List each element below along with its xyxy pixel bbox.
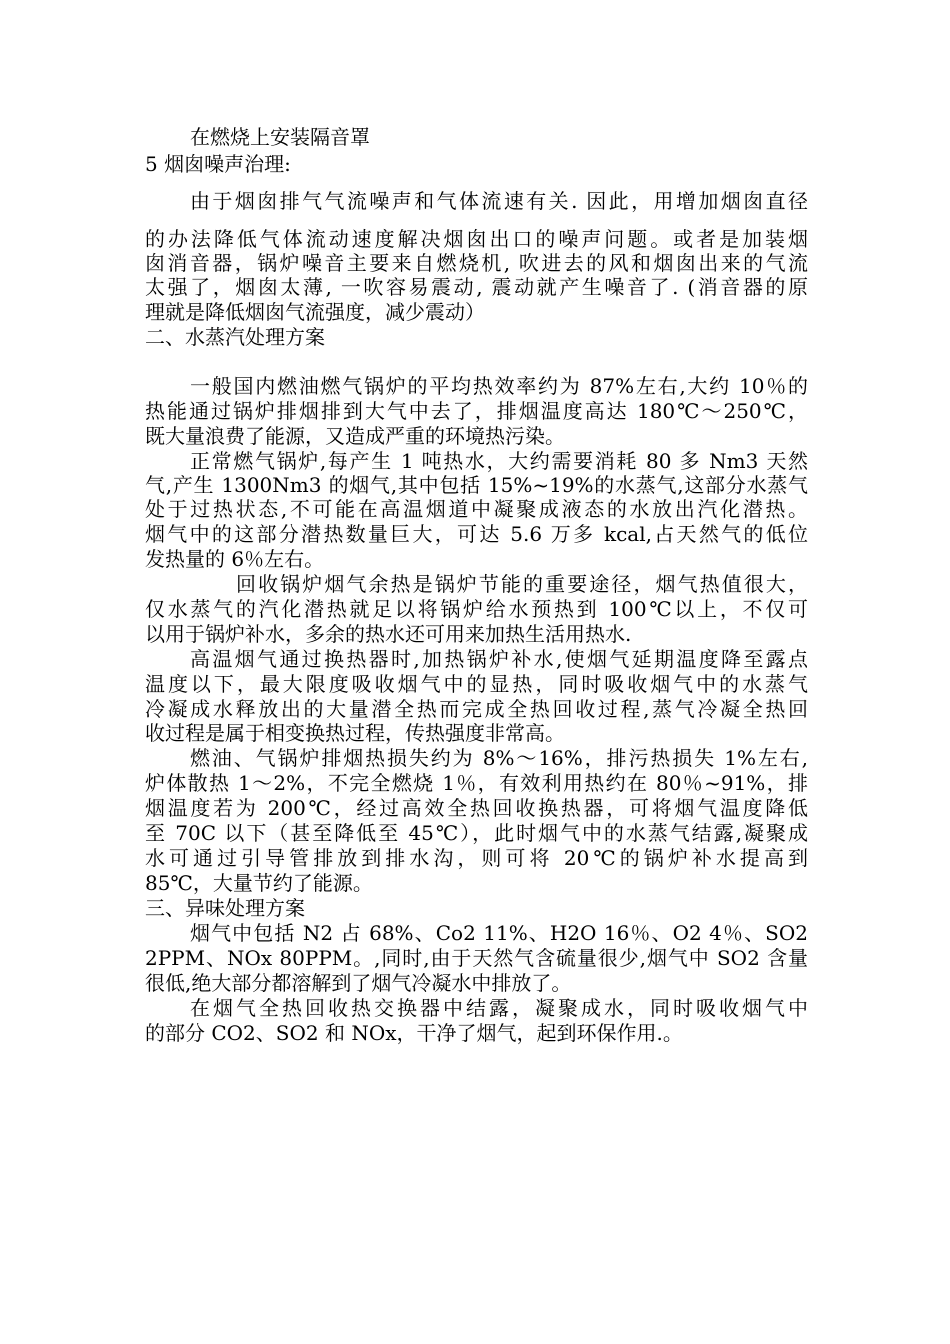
text-line: 炉体散热 1～2%，不完全燃烧 1％，有效利用热约在 80％~91%，排 — [145, 771, 808, 795]
text-line: 在燃烧上安装隔音罩 — [190, 125, 370, 149]
text-line: 热能通过锅炉排烟排到大气中去了，排烟温度高达 180℃～250℃， — [145, 399, 808, 423]
text-line: 2PPM、NOx 80PPM。,同时,由于天然气含硫量很少,烟气中 SO2 含量 — [145, 946, 808, 970]
section-heading: 5 烟囱噪声治理: — [145, 152, 291, 176]
text-line: 烟气中包括 N2 占 68%、Co2 11%、H2O 16％、O2 4％、SO2 — [190, 921, 808, 945]
text-line: 烟温度若为 200℃，经过高效全热回收换热器，可将烟气温度降低 — [145, 796, 808, 820]
text-line: 处于过热状态,不可能在高温烟道中凝聚成液态的水放出汽化潜热。 — [145, 497, 808, 521]
text-line: 在烟气全热回收热交换器中结露，凝聚成水，同时吸收烟气中 — [190, 996, 808, 1020]
section-heading: 三、异味处理方案 — [145, 896, 305, 920]
text-line: 至 70C 以下（甚至降低至 45℃），此时烟气中的水蒸气结露,凝聚成 — [145, 821, 808, 845]
text-line: 以用于锅炉补水，多余的热水还可用来加热生活用热水. — [145, 622, 632, 646]
text-line: 高温烟气通过换热器时,加热锅炉补水,使烟气延期温度降至露点 — [190, 647, 808, 671]
text-line: 冷凝成水释放出的大量潜全热而完成全热回收过程,蒸气冷凝全热回 — [145, 697, 808, 721]
text-line: 回收锅炉烟气余热是锅炉节能的重要途径，烟气热值很大， — [236, 572, 808, 596]
text-line: 一般国内燃油燃气锅炉的平均热效率约为 87%左右,大约 10％的 — [190, 374, 808, 398]
text-line: 烟气中的这部分潜热数量巨大，可达 5.6 万多 kcal,占天然气的低位 — [145, 522, 808, 546]
text-line: 水可通过引导管排放到排水沟，则可将 20℃的锅炉补水提高到 — [145, 846, 808, 870]
text-line: 仅水蒸气的汽化潜热就足以将锅炉给水预热到 100℃以上，不仅可 — [145, 597, 808, 621]
section-heading: 二、水蒸汽处理方案 — [145, 325, 325, 349]
text-line: 既大量浪费了能源，又造成严重的环境热污染。 — [145, 424, 565, 448]
text-line: 温度以下，最大限度吸收烟气中的显热，同时吸收烟气中的水蒸气 — [145, 672, 808, 696]
text-line: 发热量的 6％左右。 — [145, 547, 325, 571]
text-line: 太强了，烟囱太薄, 一吹容易震动, 震动就产生噪音了. (消音器的原 — [145, 275, 808, 299]
text-line: 囱消音器，锅炉噪音主要来自燃烧机, 吹进去的风和烟囱出来的气流 — [145, 251, 808, 275]
text-line: 收过程是属于相变换热过程，传热强度非常高。 — [145, 721, 565, 745]
text-line: 气,产生 1300Nm3 的烟气,其中包括 15%~19%的水蒸气,这部分水蒸气 — [145, 473, 808, 497]
text-line: 的办法降低气体流动速度解决烟囱出口的噪声问题。或者是加装烟 — [145, 227, 808, 251]
text-line: 由于烟囱排气气流噪声和气体流速有关. 因此，用增加烟囱直径 — [190, 189, 808, 213]
text-line: 85℃，大量节约了能源。 — [145, 871, 373, 895]
text-line: 燃油、气锅炉排烟热损失约为 8%～16%，排污热损失 1%左右, — [190, 746, 808, 770]
text-line: 的部分 CO2、SO2 和 NOx，干净了烟气，起到环保作用.。 — [145, 1021, 683, 1045]
text-line: 理就是降低烟囱气流强度，减少震动） — [145, 300, 485, 324]
text-line: 很低,绝大部分都溶解到了烟气冷凝水中排放了。 — [145, 971, 572, 995]
text-line: 正常燃气锅炉,每产生 1 吨热水，大约需要消耗 80 多 Nm3 天然 — [190, 449, 808, 473]
